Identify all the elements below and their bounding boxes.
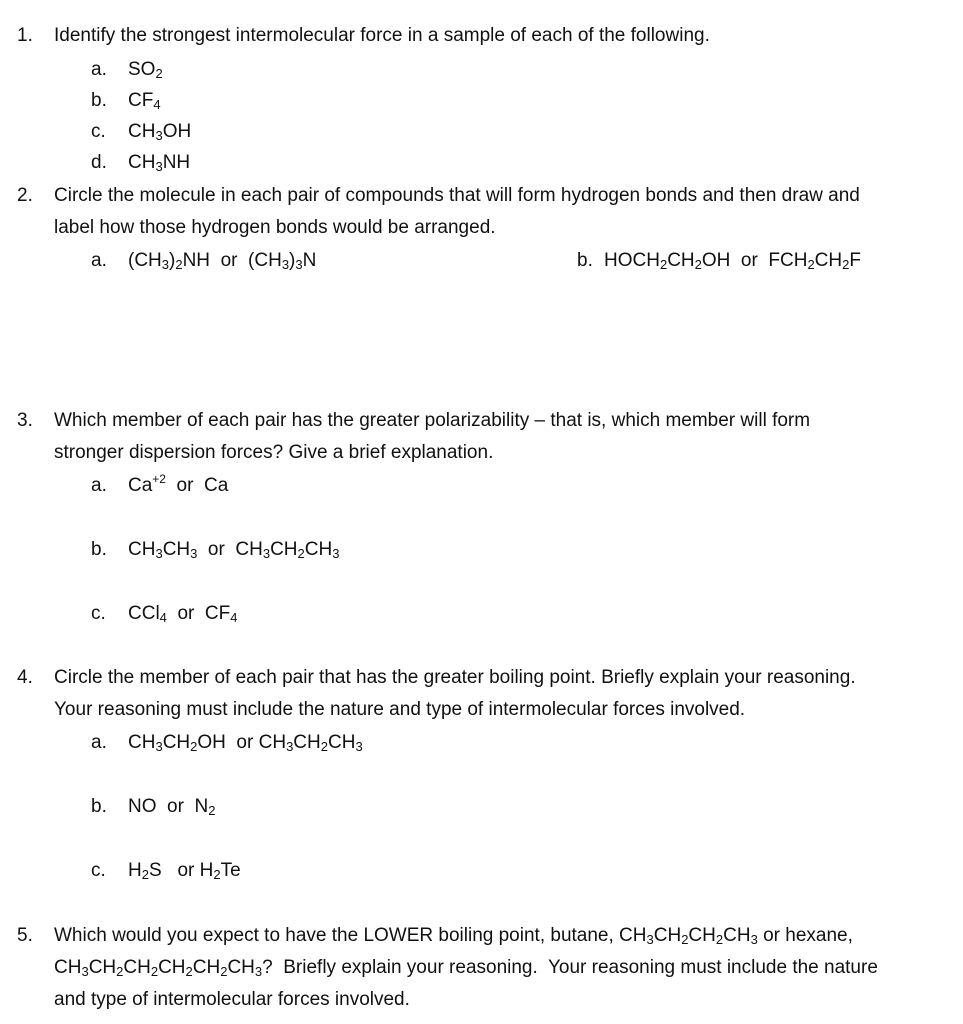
question-2-line-2: label how those hydrogen bonds would be arranged. — [54, 217, 496, 238]
question-4-line-1: Circle the member of each pair that has the greater boiling point. Briefly explain your reasoning. — [54, 667, 856, 688]
question-5-line-2: $CH_3CH_2CH_2CH_2CH_2CH_3$? Briefly explain your reasoning. Your reasoning must include the nature — [54, 957, 878, 979]
q1-item-c-letter: c. — [91, 121, 106, 142]
q3-item-c-formula: CCl$_4$ or $CF_4$ — [128, 603, 238, 625]
q4-item-a-letter: a. — [91, 732, 107, 753]
question-5-line-1: Which would you expect to have the LOWER boiling point, butane, $CH_3CH_2CH_2CH_3$ or hexane, — [54, 925, 853, 947]
question-2-number: 2. — [17, 185, 33, 206]
q4-item-a-formula: $CH_3CH_2OH$ or $CH_3CH_2CH_3$ — [128, 732, 363, 754]
question-4-number: 4. — [17, 667, 33, 688]
q3-item-a-formula: $Ca^{+2}$ or Ca — [128, 472, 229, 496]
q4-item-b-letter: b. — [91, 796, 107, 817]
q1-item-c-formula: $CH_3OH$ — [128, 121, 192, 143]
q2-item-b-formula: $HOCH_2CH_2OH$ or $FCH_2CH_2F$ — [604, 250, 861, 272]
q1-item-b-letter: b. — [91, 90, 107, 111]
question-1-number: 1. — [17, 25, 33, 46]
q2-item-b-letter: b. — [577, 250, 593, 271]
question-4-line-2: Your reasoning must include the nature and type of intermolecular forces involved. — [54, 699, 746, 720]
q4-item-b-formula: NO or $N_2$ — [128, 796, 216, 818]
q4-item-c-formula: $H_2S$ or $H_2Te$ — [128, 860, 241, 882]
q3-item-b-letter: b. — [91, 539, 107, 560]
q1-item-d-formula: $CH_3NH$ — [128, 152, 191, 174]
q1-item-d-letter: d. — [91, 152, 107, 173]
q3-item-c-letter: c. — [91, 603, 106, 624]
q4-item-c-letter: c. — [91, 860, 106, 881]
q2-item-a-letter: a. — [91, 250, 107, 271]
q1-item-a-letter: a. — [91, 59, 107, 80]
q3-item-a-letter: a. — [91, 475, 107, 496]
question-3-line-1: Which member of each pair has the greater polarizability – that is, which member will form — [54, 410, 811, 431]
question-3-line-2: stronger dispersion forces? Give a brief explanation. — [54, 442, 494, 463]
question-5-number: 5. — [17, 925, 33, 946]
q2-item-a-formula: $(CH_3)_2NH$ or $(CH_3)_3N$ — [128, 250, 317, 272]
q1-item-b-formula: $CF_4$ — [128, 90, 161, 112]
question-2-line-1: Circle the molecule in each pair of compounds that will form hydrogen bonds and then draw and — [54, 185, 860, 206]
question-3-number: 3. — [17, 410, 33, 431]
q3-item-b-formula: $CH_3CH_3$ or $CH_3CH_2CH_3$ — [128, 539, 340, 561]
question-5-line-3: and type of intermolecular forces involved. — [54, 989, 410, 1010]
q1-item-a-formula: $SO_2$ — [128, 59, 163, 81]
question-1-text: Identify the strongest intermolecular force in a sample of each of the following. — [54, 25, 710, 46]
